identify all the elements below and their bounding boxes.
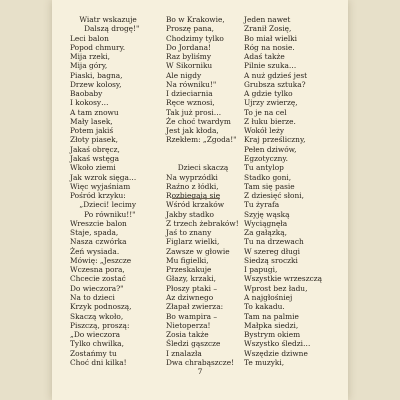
- verse-line: Zranił Zosię,: [244, 24, 292, 34]
- verse-line: Przeskakuje: [166, 265, 212, 275]
- verse-line: Rozbiegają się: [166, 191, 221, 201]
- verse-line: Piaski, bagna,: [70, 70, 123, 80]
- verse-line: Bystrym okiem: [244, 330, 301, 340]
- verse-line: Kraj prześliczny,: [244, 135, 306, 145]
- verse-line: Nasza czwórka: [70, 237, 127, 247]
- verse-line: Adaś także: [244, 52, 285, 62]
- verse-line: I dzieciarnia: [166, 89, 213, 99]
- verse-line: Zawsze w głowie: [166, 246, 230, 256]
- verse-line: Wreszcie balon: [70, 218, 127, 228]
- verse-line: To kakadu.: [244, 302, 285, 312]
- verse-line: Tam na palmie: [244, 311, 299, 321]
- verse-line: Ujrzy zwierzę,: [244, 98, 298, 108]
- verse-line: A tam znowu: [70, 107, 119, 117]
- verse-line: A najgłośniej: [244, 292, 293, 302]
- verse-line: Tam się pasie: [244, 181, 295, 191]
- verse-line: [166, 154, 252, 163]
- verse-line: Śledzi gąszcze: [166, 339, 221, 349]
- verse-line: Pełen dziwów,: [244, 144, 297, 154]
- verse-line: Zosia także: [166, 330, 209, 340]
- verse-line: Chodzimy tylko: [166, 33, 224, 43]
- verse-line: Jakaś obręcz,: [70, 144, 120, 154]
- verse-line: Jest jak kłoda,: [166, 126, 219, 136]
- verse-line: Az dziwnego: [166, 292, 214, 302]
- verse-line: Nietoperza!: [166, 320, 211, 330]
- verse-line: Skaczą wkoło,: [70, 311, 124, 321]
- verse-line: Rzekłem: „Zgoda!": [166, 135, 237, 145]
- verse-line: Do wieczora?": [70, 283, 124, 293]
- verse-line: Mija rzeki,: [70, 52, 110, 62]
- verse-line: Dzieci skaczą: [166, 163, 229, 173]
- verse-line: Proszę pana,: [166, 24, 215, 34]
- verse-line: Tu na drzewach: [244, 237, 304, 247]
- verse-line: A gdzie tylko: [244, 89, 293, 99]
- verse-line: Baobaby: [70, 89, 103, 99]
- verse-line: Jeden nawet: [244, 15, 291, 24]
- verse-line: Potem jakiś: [70, 126, 114, 136]
- verse-line: Do Jordana!: [166, 42, 211, 52]
- poem-column-middle: [166, 15, 252, 367]
- verse-line: Wszystko śledzi…: [244, 339, 311, 349]
- verse-line: Płoszy ptaki –: [166, 283, 218, 293]
- verse-line: Leci balon: [70, 33, 109, 43]
- verse-line: Piszczą, proszą:: [70, 320, 130, 330]
- verse-line: Z trzech żebraków!: [166, 218, 239, 228]
- verse-line: Szyję wąską: [244, 209, 290, 219]
- verse-line: Dalszą drogę!": [70, 24, 140, 34]
- verse-line: Mu figielki,: [166, 255, 209, 265]
- verse-line: Mija góry,: [70, 61, 108, 71]
- verse-line: Wczesna pora,: [70, 265, 125, 275]
- verse-line: Ręce wznosi,: [166, 98, 215, 108]
- verse-line: Mówię: „Jeszcze: [70, 255, 132, 265]
- verse-line: Że choć twardym: [166, 116, 231, 126]
- verse-line: [166, 145, 252, 154]
- verse-line: Wkoło ziemi: [70, 163, 116, 173]
- poem-column-right: [244, 15, 340, 367]
- verse-line: Wszystkie wrzeszczą: [244, 274, 323, 284]
- verse-line: To je na cel: [244, 107, 287, 117]
- verse-line: Wokół leży: [244, 126, 285, 136]
- verse-line: Siedzą sroczki: [244, 255, 298, 265]
- verse-line: Raz byliśmy: [166, 52, 211, 62]
- verse-line: Tu żyrafa: [244, 200, 280, 210]
- verse-line: Bo w Krakowie,: [166, 15, 225, 24]
- verse-line: Te muzyki,: [244, 357, 285, 367]
- verse-line: Mały lasek,: [70, 116, 113, 126]
- verse-line: Grubsza sztuka?: [244, 79, 306, 89]
- verse-line: Pośród krzyku:: [70, 191, 126, 201]
- verse-line: Tylko chwilka,: [70, 339, 124, 349]
- poem-column-left: [70, 15, 160, 367]
- verse-line: Za gałązką,: [244, 228, 287, 238]
- verse-line: Popod chmury.: [70, 42, 126, 52]
- verse-line: Tu antylop: [244, 163, 284, 173]
- book-page: [52, 0, 348, 400]
- verse-line: „Dzieci! lecimy: [70, 200, 137, 210]
- verse-line: Stadko goni,: [244, 172, 292, 182]
- verse-line: Wiatr wskazuje: [70, 15, 137, 24]
- verse-line: I znalazła: [166, 348, 202, 358]
- verse-line: Złapał zwierza:: [166, 302, 224, 312]
- verse-line: Na równiku!": [166, 79, 217, 89]
- verse-line: Drzew kolosy,: [70, 79, 122, 89]
- verse-line: Pilnie szuka…: [244, 61, 297, 71]
- stanza-divider: [172, 198, 220, 199]
- verse-line: Na wyprzódki: [166, 172, 218, 182]
- verse-line: Złoty piasek,: [70, 135, 118, 145]
- verse-line: Choć dni kilka!: [70, 357, 127, 367]
- verse-line: Po równiku!!": [70, 209, 136, 219]
- verse-line: Tak już prosi…: [166, 107, 222, 117]
- verse-line: Dwa chrabąszcze!: [166, 357, 235, 367]
- verse-line: Bo wampira –: [166, 311, 218, 321]
- verse-line: Jakby stadko: [166, 209, 214, 219]
- verse-line: Wszędzie dziwne: [244, 348, 308, 358]
- verse-line: Krzyk podnoszą,: [70, 302, 132, 312]
- verse-line: Egzotyczny.: [244, 153, 288, 163]
- verse-line: W szereg długi: [244, 246, 300, 256]
- verse-line: Z łuku bierze.: [244, 116, 296, 126]
- verse-line: Więc wyjaśniam: [70, 181, 131, 191]
- verse-line: A nuż gdzieś jest: [244, 70, 308, 80]
- verse-line: Chcecie zostać: [70, 274, 126, 284]
- verse-line: Wyciągnęła: [244, 218, 288, 228]
- verse-line: Małpka siedzi,: [244, 320, 299, 330]
- verse-line: Zostańmy tu: [70, 348, 117, 358]
- verse-line: Raźno z łódki,: [166, 181, 219, 191]
- verse-line: Jakaś wstęga: [70, 153, 119, 163]
- verse-line: „Do wieczora: [70, 330, 121, 340]
- verse-line: W Sikorniku: [166, 61, 213, 71]
- verse-line: I kokosy…: [70, 98, 109, 108]
- verse-line: I papugi,: [244, 265, 278, 275]
- verse-line: Żeń wysiada.: [70, 246, 120, 256]
- verse-line: Staje, spada,: [70, 228, 119, 238]
- verse-line: Na to dzieci: [70, 292, 115, 302]
- verse-line: Z dziesięć słoni,: [244, 191, 304, 201]
- verse-line: Głazy, krzaki,: [166, 274, 216, 284]
- verse-line: Ale nigdy: [166, 70, 202, 80]
- verse-line: Bo miał wielki: [244, 33, 298, 43]
- verse-line: Wśród krzaków: [166, 200, 225, 210]
- verse-line: Jaś to znany: [166, 228, 212, 238]
- verse-line: Jak wzrok sięga…: [70, 172, 137, 182]
- verse-line: Figlarz wielki,: [166, 237, 220, 247]
- page-number: 7: [197, 367, 203, 376]
- verse-line: Wprost bez ładu,: [244, 283, 308, 293]
- verse-line: Róg na nosie.: [244, 42, 295, 52]
